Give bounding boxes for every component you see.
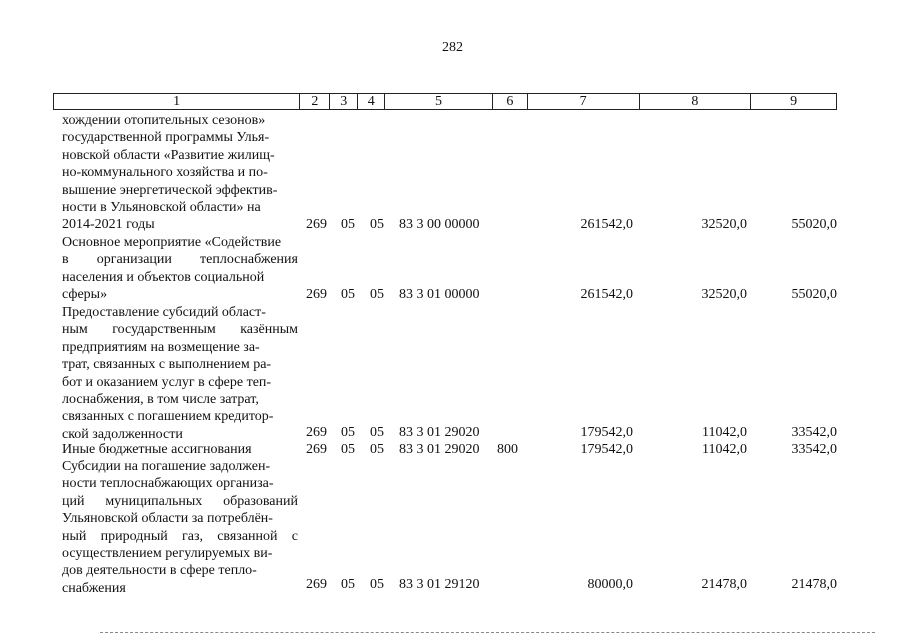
desc-line: ный природный газ, связанной с	[62, 528, 298, 544]
desc-line: Предоставление субсидий област-	[62, 305, 266, 320]
cell-col-4: 05	[370, 425, 384, 440]
desc-line: осуществлением регулируемых ви-	[62, 546, 273, 562]
desc-line: но-коммунального хозяйства и по-	[62, 165, 268, 181]
desc-line: ным государственным казённым	[62, 322, 298, 338]
cell-col-7: 80000,0	[587, 577, 633, 592]
cell-col-9: 55020,0	[791, 217, 837, 232]
header-col-2: 2	[300, 94, 330, 109]
desc-line: лоснабжения, в том числе затрат,	[62, 392, 259, 408]
header-col-5: 5	[385, 94, 493, 109]
cell-col-3: 05	[341, 217, 355, 232]
header-col-3: 3	[330, 94, 358, 109]
header-col-9: 9	[790, 94, 798, 109]
desc-line: Ульяновской области за потреблён-	[62, 511, 273, 527]
cell-col-3: 05	[341, 425, 355, 440]
cell-col-9: 33542,0	[791, 442, 837, 457]
cell-col-7: 179542,0	[580, 425, 633, 440]
cell-col-2: 269	[306, 287, 327, 302]
cell-col-6: 800	[497, 442, 518, 457]
cell-col-2: 269	[306, 442, 327, 457]
cell-col-9: 55020,0	[791, 287, 837, 302]
cell-col-8: 21478,0	[701, 577, 747, 592]
cell-col-2: 269	[306, 577, 327, 592]
desc-line: снабжения	[62, 580, 126, 596]
table-row	[0, 216, 905, 233]
cell-col-5: 83 3 01 29120	[399, 577, 480, 592]
cell-col-8: 11042,0	[702, 442, 747, 457]
row-description	[62, 304, 298, 443]
cell-col-4: 05	[370, 287, 384, 302]
cell-col-2: 269	[306, 425, 327, 440]
cell-col-2: 269	[306, 217, 327, 232]
desc-line: населения и объектов социальной	[62, 269, 265, 285]
cell-col-3: 05	[341, 442, 355, 457]
cell-col-3: 05	[341, 577, 355, 592]
desc-line: ской задолженности	[62, 426, 183, 442]
cell-col-8: 11042,0	[702, 425, 747, 440]
cell-col-4: 05	[370, 217, 384, 232]
desc-line: предприятиям на возмещение за-	[62, 339, 260, 355]
scan-artifact-line	[100, 632, 875, 635]
desc-line: 2014-2021 годы	[62, 217, 155, 233]
desc-line: дов деятельности в сфере тепло-	[62, 563, 257, 579]
desc-line: сферы»	[62, 287, 108, 303]
header-col-1: 1	[54, 94, 300, 109]
desc-line: новской области «Развитие жилищ-	[62, 147, 275, 163]
table-row	[0, 441, 905, 458]
page-number: 282	[442, 40, 463, 55]
desc-line: трат, связанных с выполнением ра-	[62, 357, 272, 373]
desc-line: Основное мероприятие «Содействие	[62, 235, 282, 250]
desc-line: ности теплоснабжающих организа-	[62, 476, 274, 492]
desc-line: ций муниципальных образований	[62, 493, 298, 509]
cell-col-7: 179542,0	[580, 442, 633, 457]
desc-line: хождении отопительных сезонов»	[62, 113, 266, 128]
desc-line: бот и оказанием услуг в сфере теп-	[62, 374, 272, 390]
cell-col-9: 33542,0	[791, 425, 837, 440]
desc-line: ности в Ульяновской области» на	[62, 200, 261, 216]
desc-line: Субсидии на погашение задолжен-	[62, 459, 271, 474]
cell-col-7: 261542,0	[580, 287, 633, 302]
desc-line: в организации теплоснабжения	[62, 252, 298, 268]
cell-col-5: 83 3 01 29020	[399, 425, 480, 440]
header-col-4: 4	[358, 94, 385, 109]
table-header-row	[53, 93, 837, 110]
desc-line: государственной программы Улья-	[62, 130, 270, 146]
cell-col-8: 32520,0	[701, 217, 747, 232]
cell-col-3: 05	[341, 287, 355, 302]
table-row	[0, 424, 905, 441]
cell-col-5: 83 3 01 00000	[399, 287, 480, 302]
cell-col-8: 32520,0	[701, 287, 747, 302]
cell-col-5: 83 3 01 29020	[399, 442, 480, 457]
table-row	[0, 576, 905, 593]
cell-col-5: 83 3 00 00000	[399, 217, 480, 232]
desc-line: вышение энергетической эффектив-	[62, 182, 278, 198]
cell-col-4: 05	[370, 442, 384, 457]
header-col-7: 7	[528, 94, 640, 109]
header-col-8: 8	[640, 94, 752, 109]
table-row	[0, 286, 905, 303]
desc-line: Иные бюджетные ассигнования	[62, 442, 252, 457]
cell-col-4: 05	[370, 577, 384, 592]
cell-col-7: 261542,0	[580, 217, 633, 232]
header-col-6: 6	[493, 94, 528, 109]
cell-col-9: 21478,0	[791, 577, 837, 592]
desc-line: связанных с погашением кредитор-	[62, 409, 274, 425]
